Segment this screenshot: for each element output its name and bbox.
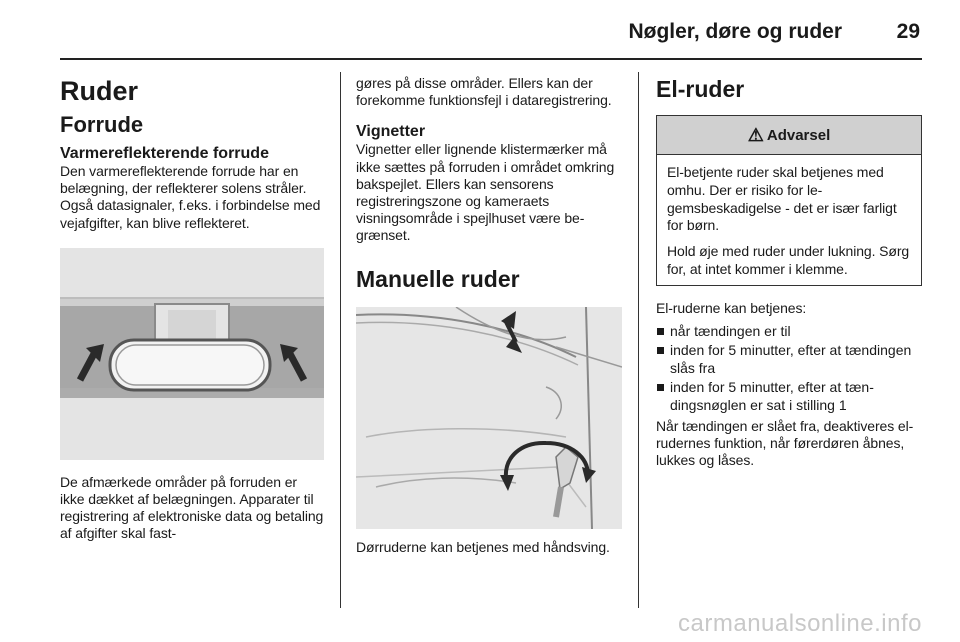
column-2 [356,75,622,556]
heading-manuelle-ruder: Manuelle ruder [356,265,520,292]
list-item: inden for 5 minutter, efter at tændingsnøglen er sat i stilling 1 [656,379,922,414]
paragraph: Den varmereflekterende forrude har en belægning, der reflekterer solens stråler. Også datasignaler, f.eks. i forbindelse med vejafgifter, kan blive reflekteret. [60,163,321,231]
warning-icon: ⚠ [747,124,764,145]
column-1 [60,75,324,543]
warning-text: El-betjente ruder skal betjenes med omhu. Der er risiko for legemsbeskadigelse - det er især farligt for børn. [667,164,897,234]
column-3 [656,75,922,470]
warning-label: Advarsel [766,126,831,144]
bullet-icon [657,384,664,391]
bullet-list [656,323,922,414]
paragraph: El-ruderne kan betjenes: [656,299,807,316]
page-number: 29 [896,20,920,43]
bullet-icon [657,347,664,354]
paragraph: Dørruderne kan betjenes med håndsving. [356,538,610,555]
mirror-illustration [60,248,324,460]
heading-vignetter: Vignetter [356,123,426,141]
warning-body [657,155,921,285]
column-divider [340,72,341,608]
paragraph: De afmærkede områder på forruden er ikke dækket af belægningen. Apparater til registrering af elektroniske data og betaling af afgifter skal fast- [60,473,324,542]
paragraph: Vignetter eller lignende klistermærker må ikke sættes på forruden i området omkring bakspejlet. Ellers kan sensorens registreringszone og kameraets visningsområde i spejlhuset være begrænset. [356,141,615,244]
list-item: inden for 5 minutter, efter at tændingen slås fra [656,342,922,377]
paragraph: Når tændingen er slået fra, deaktiveres el-rudernes funktion, når førerdøren åbnes, lukkes og låses. [656,418,914,469]
header-rule [60,58,922,60]
list-item: når tændingen er til [656,323,922,340]
heading-forrude: Forrude [60,112,144,137]
paragraph: gøres på disse områder. Ellers kan der forekomme funktionsfejl i dataregistrering. [356,75,612,109]
heading-varmereflekterende: Varmereflekterende forrude [60,145,269,162]
warning-text: Hold øje med ruder under lukning. Sørg for, at intet kommer i klemme. [667,243,910,277]
figure-mirror [60,248,324,460]
bullet-icon [657,328,664,335]
warning-box [656,115,922,286]
heading-el-ruder: El-ruder [656,76,745,102]
column-divider [638,72,639,608]
header-title: Nøgler, døre og ruder [628,20,842,43]
watermark: carmanualsonline.info [678,610,922,637]
warning-header [657,116,921,155]
window-crank-illustration [356,307,622,529]
figure-window-crank [356,307,622,529]
heading-ruder: Ruder [60,76,139,106]
page-header [0,0,960,60]
